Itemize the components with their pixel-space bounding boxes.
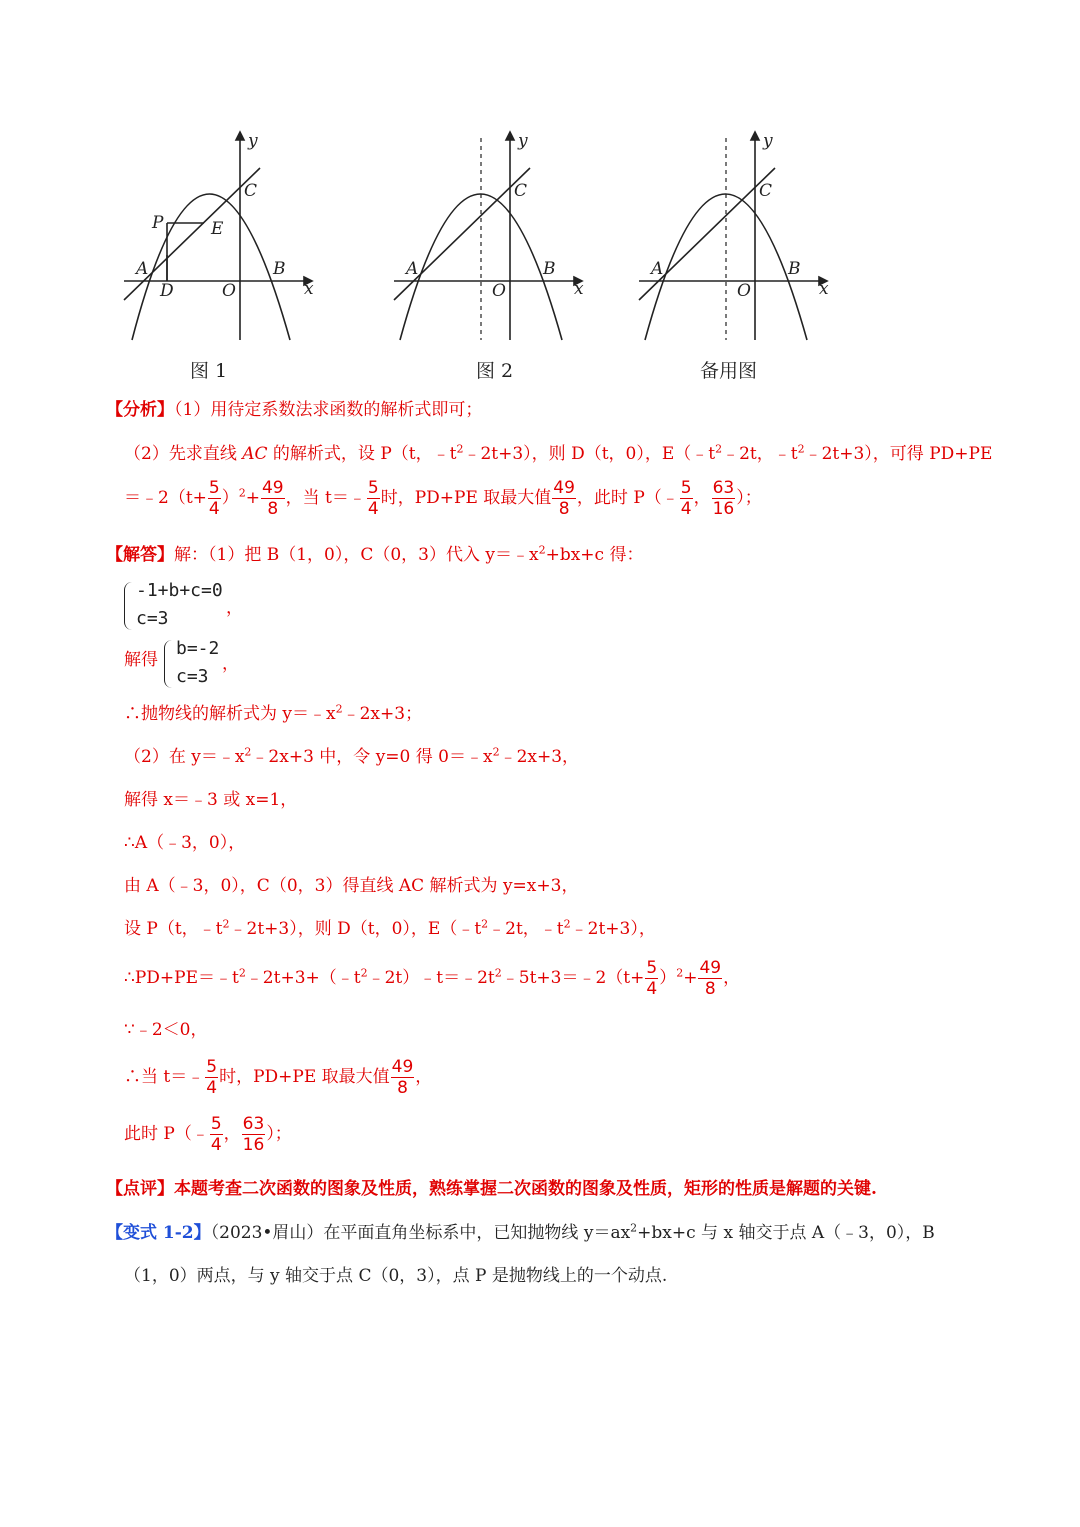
fig2-x-label: x [574,279,584,299]
fig2-b-label: B [543,259,556,279]
figure-3 [633,128,843,348]
system-2-eq1: b=-2 [176,638,220,659]
figure-1 [118,128,328,348]
fig2-o-label: O [492,281,506,301]
variant-line-2: （1，0）两点，与 y 轴交于点 C（0，3），点 P 是抛物线上的一个动点. [124,1266,668,1286]
fig1-o-label: O [222,281,236,301]
solution-line-max: ∴当 t＝﹣ $\frac{5}{4}$ 时，PD+PE 取最大值 $\frac{49}{8}$ ， [124,1057,433,1098]
comment-tag: 【点评】 [106,1179,174,1199]
fig3-x-label: x [819,279,829,299]
fig3-c-label: C [759,181,773,201]
analysis-tag: 【分析】 [106,400,174,420]
fraction-5-4: $\frac{5}{4}$ [208,478,220,519]
solution-line-final-p: 此时 P（﹣ $\frac{5}{4}$ ， $\frac{63}{16}$ ）； [124,1114,292,1155]
system-1-eq1: -1+b+c=0 [136,580,223,601]
solution-line-set-p: 设 P（t，$﹣t^2﹣2t+3$），则 D（t，0），$E(﹣t^2﹣2t$，$﹣t^2﹣2t+3$）， [124,917,656,939]
fraction-49-8: $\frac{49}{8}$ [553,478,575,519]
fig3-b-label: B [788,259,801,279]
figure-2 [388,128,598,348]
fraction-5-4: $\frac{5}{4}$ [680,478,692,519]
fig2-y-label: y [518,131,528,151]
comment-line: 【点评】本题考查二次函数的图象及性质，熟练掌握二次函数的图象及性质，矩形的性质是解题的关键. [106,1179,877,1199]
system-brace-2 [164,640,173,688]
solution-line-roots: 解得 x＝﹣3 或 x=1， [124,790,298,810]
fig3-y-label: y [763,131,773,151]
system-2-comma: ， [222,654,239,674]
solution-tag: 【解答】 [106,545,174,565]
fig3-o-label: O [737,281,751,301]
system-brace-1 [124,582,133,630]
analysis-line-2: （2）先求直线 AC 的解析式，设 P（t，$﹣t^2﹣2t+3$），则 D（t，0），$E(﹣t^2﹣2t$，$﹣t^2﹣2t+3$），可得 PD+PE [124,442,993,464]
variant-line-1: 【变式 1-2】（2023•眉山）在平面直角坐标系中，已知抛物线 $y=ax^2+bx+c$ 与 x 轴交于点 A（﹣3，0），B [106,1221,935,1243]
fig1-x-label: x [304,279,314,299]
solution-line-part2: （2）在 $y=﹣x^2﹣2x+3$ 中，令 y=0 得 $0=﹣x^2﹣2x+3$， [124,745,580,767]
fig1-caption: 图 1 [190,360,228,382]
solution-line-1: 【解答】解：（1）把 B（1，0），C（0，3）代入 $y=﹣x^2+bx+c$ 得： [106,543,644,565]
fig1-e-label: E [211,219,224,239]
system-2-eq2: c=3 [176,666,209,687]
fig1-c-label: C [244,181,258,201]
fraction-63-16: $\frac{63}{16}$ [712,478,735,519]
fig1-b-label: B [273,259,286,279]
fig1-a-label: A [136,259,149,279]
fig2-a-label: A [406,259,419,279]
system-1-comma: ， [226,598,243,618]
solution-line-pd-pe: $\therefore PD+PE=﹣t^2﹣2t+3+(﹣t^2﹣2t)﹣t=﹣2t^2﹣5t+3=﹣2(t+$ $\frac{5}{4}$ ）$^2$+ $\frac{49}{8}$ ， [124,958,741,999]
solution-line-point-a: ∴A（﹣3，0）， [124,833,246,853]
variant-tag: 【变式 1-2】 [106,1223,211,1243]
fig1-y-label: y [248,131,258,151]
solution-line-since: ∵﹣2＜0， [124,1020,208,1040]
solve-label: 解得 [124,650,158,670]
solution-line-parabola: ∴抛物线的解析式为 $y=﹣x^2﹣2x+3$； [124,702,423,724]
system-1-eq2: c=3 [136,608,169,629]
analysis-line-1: 【分析】（1）用待定系数法求函数的解析式即可； [106,400,483,420]
solution-line-ac: 由 A（﹣3，0），C（0，3）得直线 AC 解析式为 y=x+3， [124,876,579,896]
fig3-a-label: A [651,259,664,279]
fraction-49-8: $\frac{49}{8}$ [261,478,284,519]
analysis-line-3: ＝﹣2（t+ $\frac{5}{4}$ ）$^2$+ $\frac{49}{8}$ ，当 t＝﹣ $\frac{5}{4}$ 时，PD+PE 取最大值 $\frac{49}{8}$ ，此时 P（﹣ $\frac{5}{4}$ ， $\frac{63}{16}$ ）； [124,478,762,519]
fig2-c-label: C [514,181,528,201]
fig1-p-label: P [152,213,164,233]
fig2-caption: 图 2 [476,360,514,382]
fig1-d-label: D [160,281,174,301]
fig3-caption: 备用图 [700,360,758,382]
fraction-5-4: $\frac{5}{4}$ [367,478,379,519]
